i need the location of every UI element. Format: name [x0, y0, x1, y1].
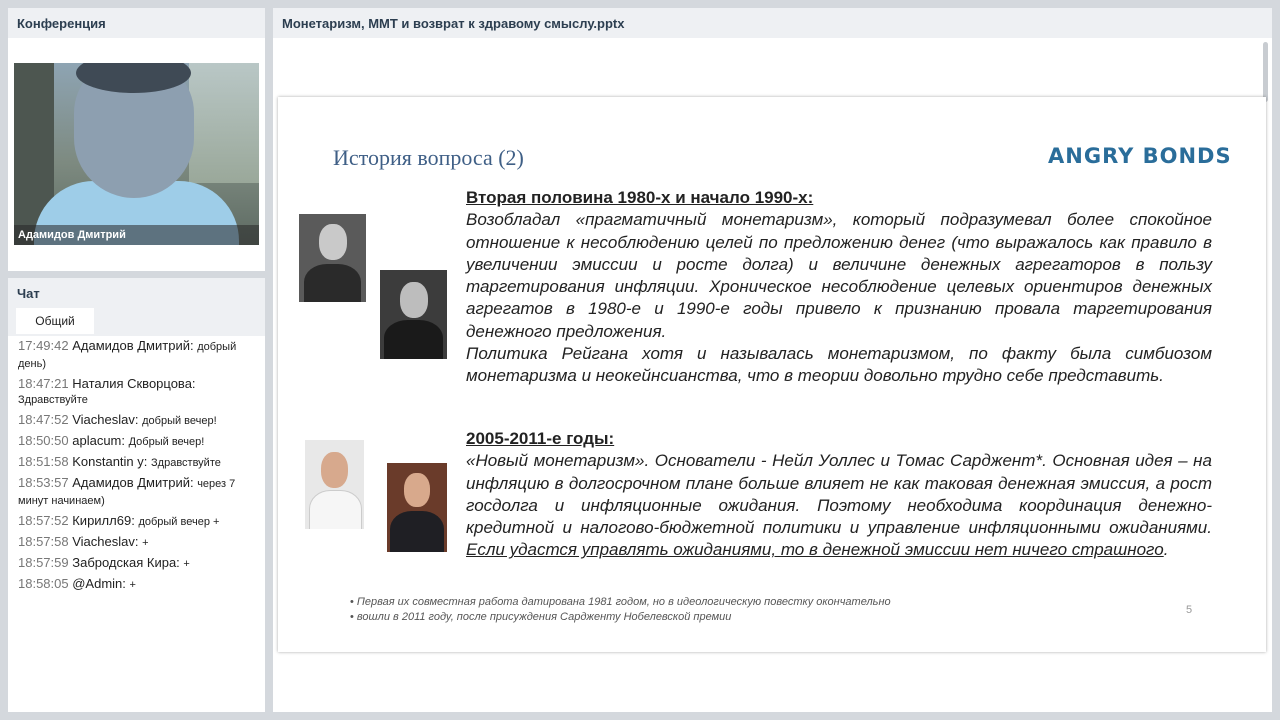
message-time: 18:57:52: [18, 513, 69, 528]
chat-message: [18, 412, 265, 429]
message-author: @Admin:: [72, 576, 126, 591]
message-time: 18:51:58: [18, 454, 69, 469]
chat-tab-general[interactable]: Общий: [16, 308, 94, 334]
conference-title: Конференция: [8, 8, 265, 38]
message-text: +: [183, 558, 190, 570]
message-author: aplacum:: [72, 433, 125, 448]
message-text: добрый день): [18, 341, 237, 370]
video-caption: Адамидов Дмитрий: [14, 225, 259, 245]
chat-message: [18, 376, 265, 408]
portrait-wallace-photo: [305, 440, 364, 529]
message-author: Забродская Кира:: [72, 555, 180, 570]
section-2005: [466, 428, 1212, 562]
chat-panel: [8, 278, 265, 712]
portrait-reagan-photo: [380, 270, 447, 359]
video-feed[interactable]: [14, 63, 259, 245]
message-time: 18:57:58: [18, 534, 69, 549]
message-text: +: [129, 579, 136, 591]
message-time: 18:50:50: [18, 433, 69, 448]
chat-message: [18, 534, 265, 551]
chat-message: [18, 513, 265, 530]
section-2005-text: «Новый монетаризм». Основатели - Нейл Уоллес и Томас Сарджент*. Основная идея – на инфляцию в долгосрочном плане больше влияет не как таковая денежная эмиссия, а рост госдолга и инфляционные ожидания. Поэтому необходима координация денежно-кредитной и налогово-бюджетной политики и управление инфляционными ожиданиями.: [466, 451, 1212, 538]
message-author: Кирилл69:: [72, 513, 135, 528]
message-author: Адамидов Дмитрий:: [72, 475, 194, 490]
message-time: 18:47:21: [18, 376, 69, 391]
message-text: Добрый вечер!: [128, 436, 205, 448]
footnote-line-2: • вошли в 2011 году, после присуждения Сардженту Нобелевской премии: [350, 610, 891, 625]
message-text: через 7 минут начинаем): [18, 478, 236, 507]
video-background-building: [189, 63, 259, 183]
conference-panel: [8, 8, 265, 271]
slide-page-number: 5: [1186, 604, 1193, 616]
message-text: Здравствуйте: [18, 394, 88, 406]
message-time: 18:47:52: [18, 412, 69, 427]
section-1980s-header: Вторая половина 1980-х и начало 1990-х:: [466, 188, 814, 207]
message-time: 17:49:42: [18, 338, 69, 353]
chat-message: [18, 454, 265, 471]
presentation-filename: Монетаризм, ММТ и возврат к здравому смыслу.pptx: [273, 8, 1272, 38]
presentation-panel: [273, 8, 1272, 712]
message-text: добрый вечер!: [142, 415, 217, 427]
chat-message: [18, 555, 265, 572]
message-author: Viacheslav:: [72, 412, 139, 427]
section-1980s: [466, 187, 1212, 388]
scrollbar-thumb[interactable]: [1263, 42, 1268, 102]
chat-message: [18, 576, 265, 593]
message-time: 18:53:57: [18, 475, 69, 490]
portrait-sargent-photo: [387, 463, 447, 552]
section-2005-header: 2005-2011-е годы:: [466, 429, 615, 448]
section-2005-paragraph: [466, 450, 1212, 561]
chat-messages[interactable]: [8, 336, 265, 593]
message-time: 18:58:05: [18, 576, 69, 591]
section-1980s-paragraph-1: Возобладал «прагматичный монетаризм», который подразумевал более спокойное отношение к несоблюдению целей по предложению денег (что выражалось как правило в увеличении эмиссии и росте долга) и величине денежных агрегаторов в пользу таргетирования инфляции. Хроническое несоблюдение целевых ориентиров денежных агрегатов в 1980-е и 1990-е годы привело к признанию провала таргетирования денежного предложения.: [466, 210, 1212, 341]
angry-bonds-logo: ANGRY BONDS: [1048, 144, 1232, 168]
portrait-thatcher-photo: [299, 214, 366, 302]
chat-message: [18, 338, 265, 372]
section-2005-text-end: .: [1163, 540, 1169, 560]
footnote-line-1: • Первая их совместная работа датирована 1981 годом, но в идеологическую повестку окончательно: [350, 595, 891, 610]
message-text: +: [142, 537, 149, 549]
message-author: Наталия Скворцова:: [72, 376, 196, 391]
section-2005-underlined-text: Если удастся управлять ожиданиями, то в денежной эмиссии нет ничего страшного: [466, 540, 1164, 560]
message-text: Здравствуйте: [151, 457, 221, 469]
message-author: Viacheslav:: [72, 534, 139, 549]
chat-title: Чат: [8, 278, 265, 308]
chat-message: [18, 475, 265, 509]
message-author: Адамидов Дмитрий:: [72, 338, 194, 353]
message-time: 18:57:59: [18, 555, 69, 570]
slide: [278, 97, 1266, 652]
slide-title: История вопроса (2): [333, 145, 524, 170]
section-1980s-paragraph-2: Политика Рейгана хотя и называлась монетаризмом, по факту была симбиозом монетаризма и неокейнсианства, что в теории довольно трудно себе представить.: [466, 344, 1212, 386]
footnote: [350, 595, 891, 625]
chat-message: [18, 433, 265, 450]
message-text: добрый вечер +: [138, 516, 220, 528]
message-author: Konstantin y:: [72, 454, 148, 469]
chat-tabs: [8, 308, 265, 336]
